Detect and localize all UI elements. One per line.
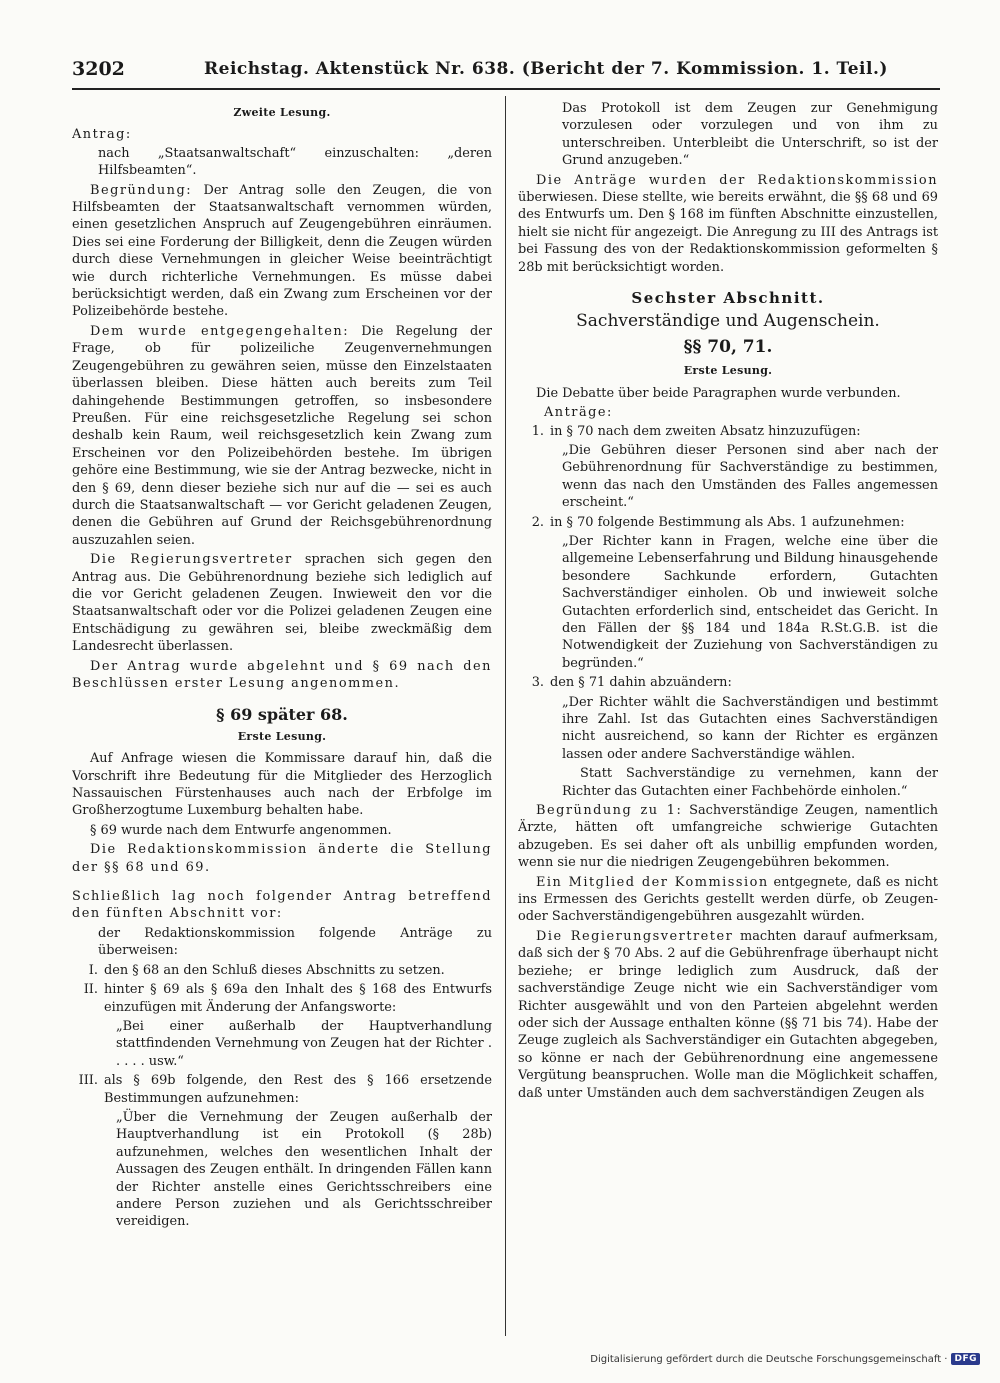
begruendung-1-text: Sachverständige Zeugen, namentlich Ärzte, hätten oft umfangreiche schwierige Gutachten abzugeben. Es sei daher oft als unbillig empfunden worden, wenn sie nur die niedrigen Zeugengebühren bekommen.: [518, 803, 938, 871]
mitglied-text: entgegnete, daß es nicht ins Ermessen des Gerichts gestellt werden dürfe, ob Zeugen- oder Sachverständigengebühren ausgezahlt würden.: [518, 874, 938, 925]
regierung-2-lead: Die Regierungsvertreter: [536, 928, 734, 944]
quote-ii: „Bei einer außerhalb der Hauptverhandlung stattfindenden Vernehmung von Zeugen hat der Richter . . . . . usw.“: [116, 1018, 492, 1069]
antraege-redaktion-lead: Die Anträge wurden der Redaktionskommission: [536, 172, 938, 188]
list-item: [518, 674, 938, 691]
item-number: II.: [83, 982, 98, 998]
item-number: I.: [88, 962, 98, 978]
item-text: als § 69b folgende, den Rest des § 166 ersetzende Bestimmungen aufzunehmen:: [104, 1073, 492, 1106]
regierung-lead: Die Regierungsvertreter: [90, 552, 293, 568]
regierung-text: sprachen sich gegen den Antrag aus. Die Gebührenordnung beziehe sich lediglich auf die vor Gericht geladenen Zeugen. Inwieweit den vor die Staatsanwaltschaft oder vor die Polizei geladenen Zeugen eine Entschädigung zu gewähren sei, bleibe zweckmäßig dem Landesrecht überlassen.: [72, 552, 492, 655]
begruendung-label: Begründung:: [90, 182, 193, 198]
begruendung-1-paragraph: [518, 802, 938, 872]
item-text: den § 68 an den Schluß dieses Abschnitts zu setzen.: [104, 962, 445, 978]
regierung-2-text: machten darauf aufmerksam, daß sich der § 70 Abs. 2 auf die Gebührenfrage überhaupt nicht beziehe; er bringe lediglich zum Ausdruck, daß der sachverständige Zeuge nicht wie ein Sachverständiger vom Richter ausgewählt und von den Parteien abgelehnt werden oder sich der Aussage enthalten könne (§§ 71 bis 74). Habe der Zeuge zugleich als Sachverständiger ein Gutachten abgegeben, so könne er nach der Gebührenordnung eine angemessene Vergütung beanspruchen. Wolle man die Möglichkeit schaffen, daß unter Umständen auch dem sachverständigen Zeugen als: [518, 928, 938, 1101]
quote-2: „Der Richter kann in Fragen, welche eine über die allgemeine Lebenserfahrung und Bildung hinausgehende besondere Sachkunde erfordern, Gutachten Sachverständiger einholen. Ob und inwieweit solche Gutachten erforderlich sind, entscheidet das Gericht. In den Fällen der §§ 184 und 184a R.St.G.B. ist die Notwendigkeit der Zuziehung von Sachverständigen zu begründen.“: [562, 533, 938, 671]
heading-erste-lesung: Erste Lesung.: [237, 729, 327, 743]
dfg-logo: DFG: [951, 1353, 980, 1365]
heading-paragraph-69: § 69 später 68.: [216, 705, 348, 725]
antrag-text: nach „Staatsanwaltschaft“ einzuschalten: „deren Hilfsbeamten“.: [98, 145, 492, 179]
antrag-label: Antrag:: [72, 127, 132, 143]
heading-sechster-abschnitt: Sechster Abschnitt.: [631, 289, 825, 308]
schliesslich-paragraph: Schließlich lag noch folgender Antrag betreffend den fünften Abschnitt vor:: [72, 889, 492, 922]
antraege-redaktion-paragraph: [518, 172, 938, 276]
list-item: [518, 423, 938, 440]
item-text: hinter § 69 als § 69a den Inhalt des § 168 des Entwurfs einzufügen mit Änderung der Anfangsworte:: [104, 982, 492, 1015]
heading-sachverstaendige: Sachverständige und Augenschein.: [576, 311, 880, 332]
item-text: den § 71 dahin abzuändern:: [550, 675, 732, 691]
quote-3a: „Der Richter wählt die Sachverständigen und bestimmt ihre Zahl. Ist das Gutachten eines Sachverständigen nicht ausreichend, so kann der Richter es ergänzen lassen oder andere Sachverständige wählen.: [562, 694, 938, 762]
left-column: [72, 100, 492, 1335]
protokoll-paragraph: Das Protokoll ist dem Zeugen zur Genehmigung vorzulesen oder vorzulegen und von ihm zu unterschreiben. Unterbleibt die Unterschrift, so ist der Grund anzugeben.“: [562, 101, 938, 169]
item-number: III.: [78, 1073, 98, 1089]
right-column: [518, 100, 938, 1335]
anfrage-paragraph: Auf Anfrage wiesen die Kommissare darauf hin, daß die Vorschrift ihre Bedeutung für die Mitglieder des Herzoglich Nassauischen Fürstenhauses auch nach der Erbfolge im Großherzogtume Luxemburg behalten habe.: [72, 751, 492, 819]
list-item: [72, 962, 492, 979]
heading-erste-lesung: Erste Lesung.: [683, 364, 773, 378]
antraege-redaktion-text: überwiesen. Diese stellte, wie bereits erwähnt, die §§ 68 und 69 des Entwurfs um. Den § 168 im fünften Abschnitte einzustellen, hielt sie nicht für angezeigt. Die Anregung zu III des Antrags ist bei Fassung des von der Redaktionskommission geformelten § 28b mit berücksichtigt worden.: [518, 190, 938, 275]
abgelehnt-paragraph: Der Antrag wurde abgelehnt und § 69 nach den Beschlüssen erster Lesung angenommen.: [72, 658, 492, 691]
page-number: 3202: [72, 58, 125, 80]
dem-paragraph: [72, 323, 492, 549]
list-item: [518, 514, 938, 531]
list-item: [72, 981, 492, 1016]
item-text: in § 70 folgende Bestimmung als Abs. 1 aufzunehmen:: [550, 514, 905, 530]
mitglied-lead: Ein Mitglied der Kommission: [536, 874, 769, 890]
header-rule: [72, 88, 940, 90]
begruendung-text: Der Antrag solle den Zeugen, die von Hilfsbeamten der Staatsanwaltschaft vernommen würden, einen gesetzlichen Anspruch auf Zeugengebühren einräumen. Dies sei eine Forderung der Billigkeit, denn die Zeugen würden durch diese Vernehmungen in gleicher Weise beeinträchtigt wie durch richterliche Vernehmungen. Es müsse dabei berücksichtigt werden, daß ein Zwang zum Erscheinen vor der Polizeibehörde bestehe.: [72, 182, 492, 320]
antraege-label: Anträge:: [544, 405, 613, 421]
quote-3b: Statt Sachverständige zu vernehmen, kann der Richter das Gutachten einer Fachbehörde einholen.“: [562, 766, 938, 799]
quote-1: „Die Gebühren dieser Personen sind aber nach der Gebührenordnung für Sachverständige zu bestimmen, wenn das nach den Umständen des Falles angemessen erscheint.“: [562, 442, 938, 511]
footer-text: Digitalisierung gefördert durch die Deutsche Forschungsgemeinschaft ·: [590, 1353, 948, 1365]
item-number: 2.: [531, 514, 544, 530]
regierung-paragraph: [72, 551, 492, 655]
redaktion-antraege: der Redaktionskommission folgende Anträge zu überweisen:: [98, 925, 492, 959]
item-number: 3.: [531, 675, 544, 691]
paragraph-69-angenommen: § 69 wurde nach dem Entwurfe angenommen.: [90, 822, 392, 838]
heading-paragraphs-70-71: §§ 70, 71.: [683, 336, 773, 357]
column-divider: [505, 96, 506, 1336]
mitglied-paragraph: [518, 874, 938, 926]
begruendung-paragraph: [72, 182, 492, 321]
dem-text: Die Regelung der Frage, ob für polizeiliche Zeugenvernehmungen Zeugengebühren zu gewähren seien, müsse den Einzelstaaten überlassen bleiben. Diese hätten auch bereits zum Teil dahingehende Bestimmungen getroffen, so insbesondere Preußen. Für eine reichsgesetzliche Regelung sei schon deshalb kein Raum, weil reichsgesetzlich kein Zwang zum Erscheinen vor den Polizeibehörden bestehe. Im übrigen gehöre eine Bestimmung, wie sie der Antrag bezwecke, nicht in den § 69, denn dieser beziehe sich nur auf die — sei es auch durch die Staatsanwaltschaft — vor Gericht geladenen Zeugen, denen die Gebühren auf Grund der Reichsgebührenordnung auszuzahlen seien.: [72, 323, 492, 548]
redaktion-paragraph: Die Redaktionskommission änderte die Stellung der §§ 68 und 69.: [72, 842, 492, 875]
quote-iii: „Über die Vernehmung der Zeugen außerhalb der Hauptverhandlung ist ein Protokoll (§ 28b) aufzunehmen, welches den wesentlichen Inhalt der Aussagen des Zeugen enthält. In dringenden Fällen kann der Richter anstelle eines Gerichtsschreibers eine andere Person zuziehen und als Gerichtsschreiber vereidigen.: [116, 1109, 492, 1230]
item-number: 1.: [531, 423, 544, 439]
page-header: [72, 56, 940, 90]
running-title: Reichstag. Aktenstück Nr. 638. (Bericht der 7. Kommission. 1. Teil.): [204, 59, 888, 79]
list-item: [72, 1072, 492, 1107]
spacer: [72, 878, 492, 888]
item-text: in § 70 nach dem zweiten Absatz hinzuzufügen:: [550, 423, 861, 439]
debatte-paragraph: Die Debatte über beide Paragraphen wurde verbunden.: [536, 385, 901, 401]
dem-lead: Dem wurde entgegengehalten:: [90, 323, 350, 339]
digitization-footer: [590, 1353, 980, 1365]
begruendung-1-label: Begründung zu 1:: [536, 803, 683, 819]
heading-zweite-lesung: Zweite Lesung.: [233, 106, 331, 119]
regierung-2-paragraph: [518, 928, 938, 1102]
